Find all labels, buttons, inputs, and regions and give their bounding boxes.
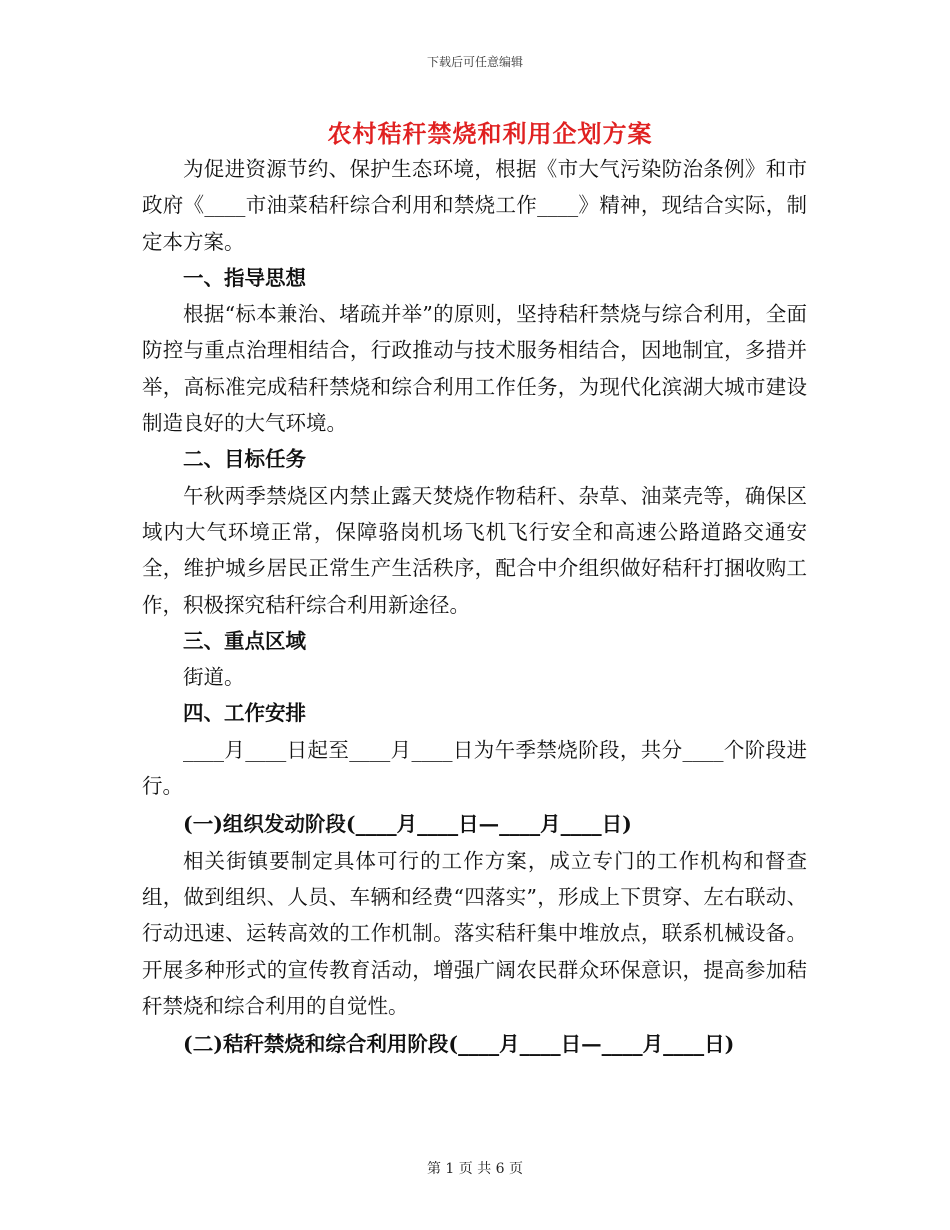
paragraph-2: 午秋两季禁烧区内禁止露天焚烧作物秸秆、杂草、油菜壳等，确保区域内大气环境正常，保障骆岗机场飞机飞行安全和高速公路道路交通安全，维护城乡居民正常生产生活秩序，配合中介组织做好秸秆打捆收购工作，积极探究秸秆综合利用新途径。 xyxy=(142,483,807,617)
subsection-heading-1: (一)组织发动阶段(____月____日—____月____日) xyxy=(183,812,632,837)
section-heading-2: 二、目标任务 xyxy=(183,447,306,472)
document-title: 农村秸秆禁烧和利用企划方案 xyxy=(327,119,653,148)
paragraph-5: 相关街镇要制定具体可行的工作方案，成立专门的工作机构和督查组，做到组织、人员、车辆和经费“四落实”，形成上下贯穿、左右联动、行动迅速、运转高效的工作机制。落实秸秆集中堆放点，联系机械设备。开展多种形式的宣传教育活动，增强广阔农民群众环保意识，提高参加秸秆禁烧和综合利用的自觉性。 xyxy=(142,848,807,1018)
paragraph-1: 根据“标本兼治、堵疏并举”的原则，坚持秸秆禁烧与综合利用，全面防控与重点治理相结合，行政推动与技术服务相结合，因地制宜，多措并举，高标准完成秸秆禁烧和综合利用工作任务，为现代化滨湖大城市建设制造良好的大气环境。 xyxy=(142,302,807,436)
section-heading-1: 一、指导思想 xyxy=(183,265,306,290)
section-heading-4: 四、工作安排 xyxy=(183,701,306,726)
subsection-heading-2: (二)秸秆禁烧和综合利用阶段(____月____日—____月____日) xyxy=(183,1032,735,1057)
section-heading-3: 三、重点区域 xyxy=(183,628,306,653)
page-number: 第 1 页 共 6 页 xyxy=(426,1161,524,1177)
header-note: 下载后可任意编辑 xyxy=(426,55,523,69)
document-body xyxy=(142,151,807,1062)
paragraph-4: ____月____日起至____月____日为午季禁烧阶段，共分____个阶段进行。 xyxy=(142,737,807,799)
paragraph-3: 街道。 xyxy=(183,665,245,690)
intro-paragraph: 为促进资源节约、保护生态环境，根据《市大气污染防治条例》和市政府《____市油菜秸秆综合利用和禁烧工作____》精神，现结合实际，制定本方案。 xyxy=(142,157,807,254)
